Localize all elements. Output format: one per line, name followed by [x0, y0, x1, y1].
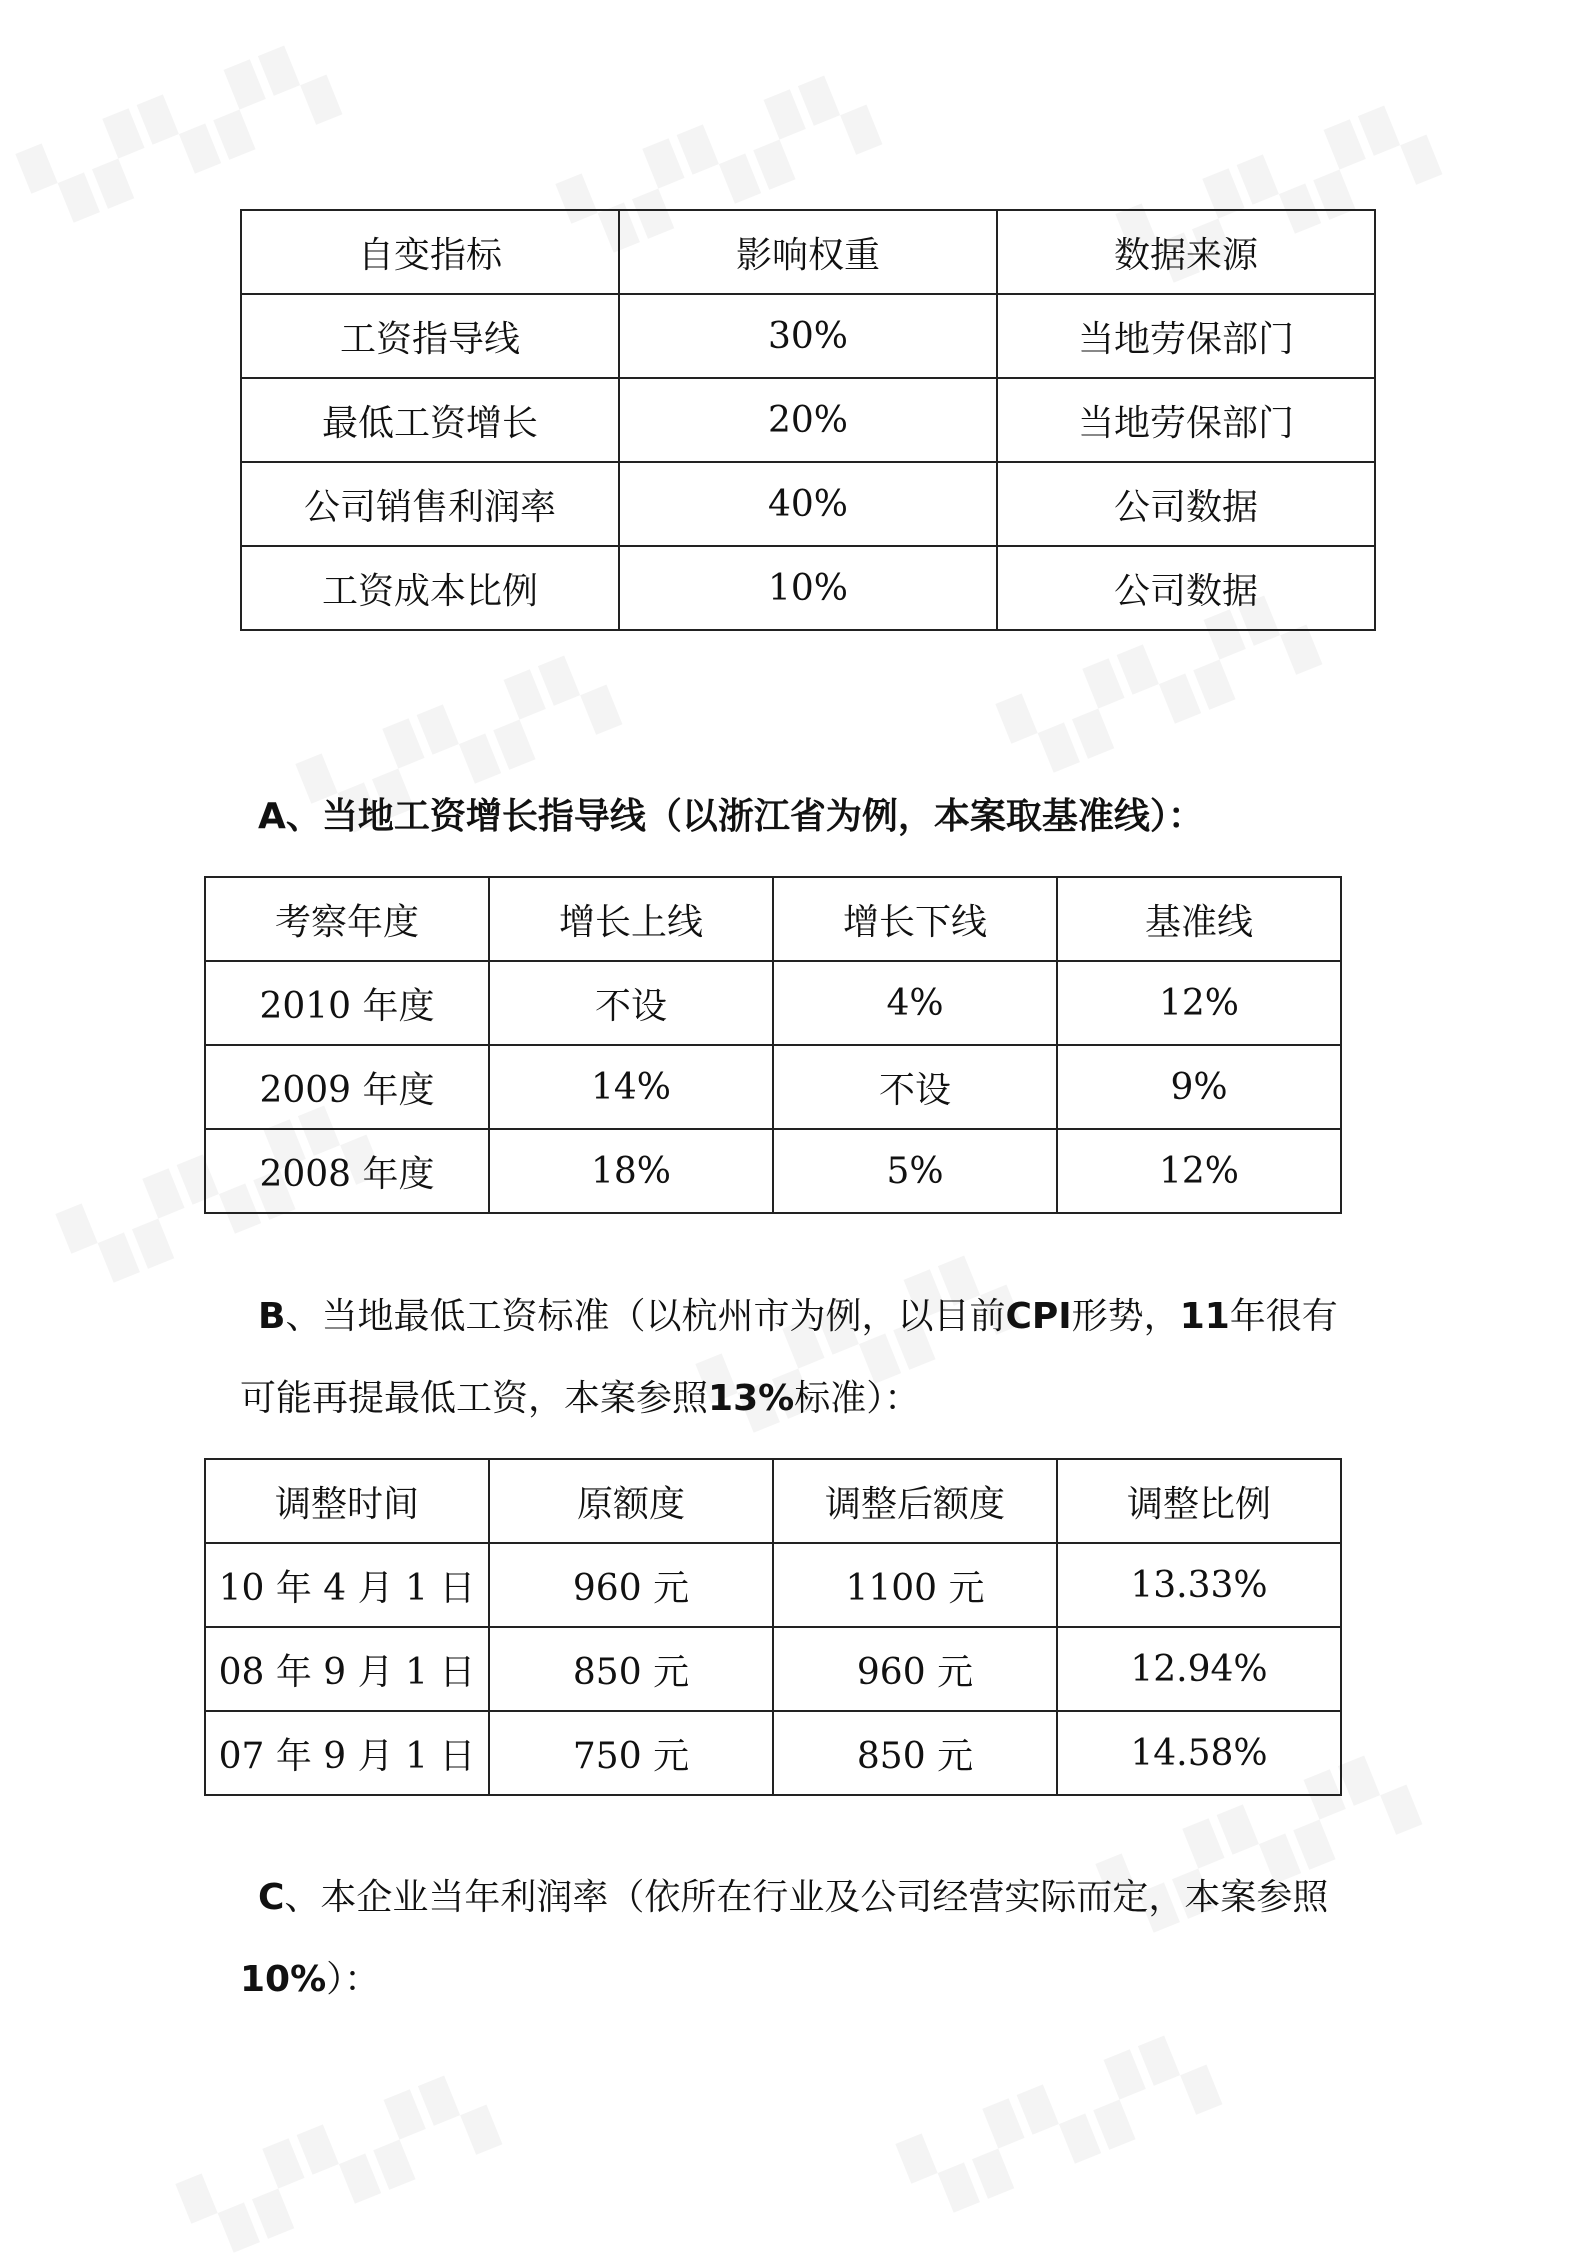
minimum-wage-table [204, 1458, 1342, 1796]
watermark-mark [896, 2022, 1231, 2222]
header-cell: 原额度 [489, 1459, 773, 1543]
table-cell: 不设 [773, 1045, 1057, 1129]
table-cell: 960 元 [773, 1627, 1057, 1711]
table-cell: 750 元 [489, 1711, 773, 1795]
table-cell: 08 年 9 月 1 日 [205, 1627, 489, 1711]
table-cell: 07 年 9 月 1 日 [205, 1711, 489, 1795]
section-c-lead: C [258, 1877, 285, 1918]
table-cell: 960 元 [489, 1543, 773, 1627]
table-cell: 13.33% [1057, 1543, 1341, 1627]
table-row [205, 1711, 1341, 1795]
table-cell: 18% [489, 1129, 773, 1213]
table-header-row [241, 210, 1375, 294]
table-row [205, 1543, 1341, 1627]
table-row [241, 294, 1375, 378]
section-a-lead: A [258, 796, 286, 837]
table-header-row [205, 877, 1341, 961]
table-cell: 12% [1057, 1129, 1341, 1213]
table-cell: 最低工资增长 [241, 378, 619, 462]
table-cell: 2009 年度 [205, 1045, 489, 1129]
header-cell: 基准线 [1057, 877, 1341, 961]
table-cell: 2010 年度 [205, 961, 489, 1045]
watermark-mark [16, 32, 351, 232]
table-cell: 工资指导线 [241, 294, 619, 378]
table-cell: 5% [773, 1129, 1057, 1213]
section-c-text: ）： [326, 1959, 381, 2000]
table-cell: 公司数据 [997, 462, 1375, 546]
section-b-bold: 11 [1179, 1296, 1230, 1337]
table-row [241, 462, 1375, 546]
header-cell: 增长上线 [489, 877, 773, 961]
table-row [205, 961, 1341, 1045]
section-a-text: 、当地工资增长指导线（以浙江省为例，本案取基准线）： [285, 796, 1204, 837]
table-cell: 850 元 [773, 1711, 1057, 1795]
table-cell: 4% [773, 961, 1057, 1045]
section-b-text: 形势， [1071, 1296, 1180, 1337]
table-cell: 公司数据 [997, 546, 1375, 630]
table-row [241, 378, 1375, 462]
table-cell: 12% [1057, 961, 1341, 1045]
table-cell: 14.58% [1057, 1711, 1341, 1795]
table-cell: 20% [619, 378, 997, 462]
table-cell: 10% [619, 546, 997, 630]
table-cell: 850 元 [489, 1627, 773, 1711]
table-cell: 当地劳保部门 [997, 378, 1375, 462]
table-cell: 工资成本比例 [241, 546, 619, 630]
section-c-paragraph [240, 1857, 1340, 2021]
table-cell: 公司销售利润率 [241, 462, 619, 546]
table-cell: 1100 元 [773, 1543, 1057, 1627]
table-row [241, 546, 1375, 630]
section-b-lead: B [258, 1296, 286, 1337]
wage-guideline-table [204, 876, 1342, 1214]
section-b-paragraph [240, 1276, 1340, 1440]
table-cell: 10 年 4 月 1 日 [205, 1543, 489, 1627]
section-b-text: 、当地最低工资标准（以杭州市为例，以目前 [285, 1296, 1006, 1337]
table-cell: 不设 [489, 961, 773, 1045]
watermark-mark [176, 2062, 511, 2262]
header-cell: 调整比例 [1057, 1459, 1341, 1543]
table-cell: 12.94% [1057, 1627, 1341, 1711]
table-cell: 40% [619, 462, 997, 546]
table-row [205, 1627, 1341, 1711]
section-c-text: 、本企业当年利润率（依所在行业及公司经营实际而定，本案参照 [284, 1877, 1329, 1918]
table-cell: 14% [489, 1045, 773, 1129]
header-cell: 调整时间 [205, 1459, 489, 1543]
header-cell: 影响权重 [619, 210, 997, 294]
table-header-row [205, 1459, 1341, 1543]
table-row [205, 1045, 1341, 1129]
section-a-heading [258, 776, 1358, 858]
section-b-text: 年很有可能再提最低工资，本案参照 [240, 1296, 1338, 1419]
table-row [205, 1129, 1341, 1213]
table-cell: 30% [619, 294, 997, 378]
section-c-bold: 10% [240, 1959, 327, 2000]
section-b-text: 标准）： [794, 1378, 921, 1419]
header-cell: 数据来源 [997, 210, 1375, 294]
header-cell: 自变指标 [241, 210, 619, 294]
table-cell: 9% [1057, 1045, 1341, 1129]
header-cell: 考察年度 [205, 877, 489, 961]
header-cell: 增长下线 [773, 877, 1057, 961]
table-cell: 2008 年度 [205, 1129, 489, 1213]
table-cell: 当地劳保部门 [997, 294, 1375, 378]
header-cell: 调整后额度 [773, 1459, 1057, 1543]
section-b-bold: 13% [708, 1378, 795, 1419]
weight-table [240, 209, 1376, 631]
section-b-bold: CPI [1005, 1296, 1072, 1337]
